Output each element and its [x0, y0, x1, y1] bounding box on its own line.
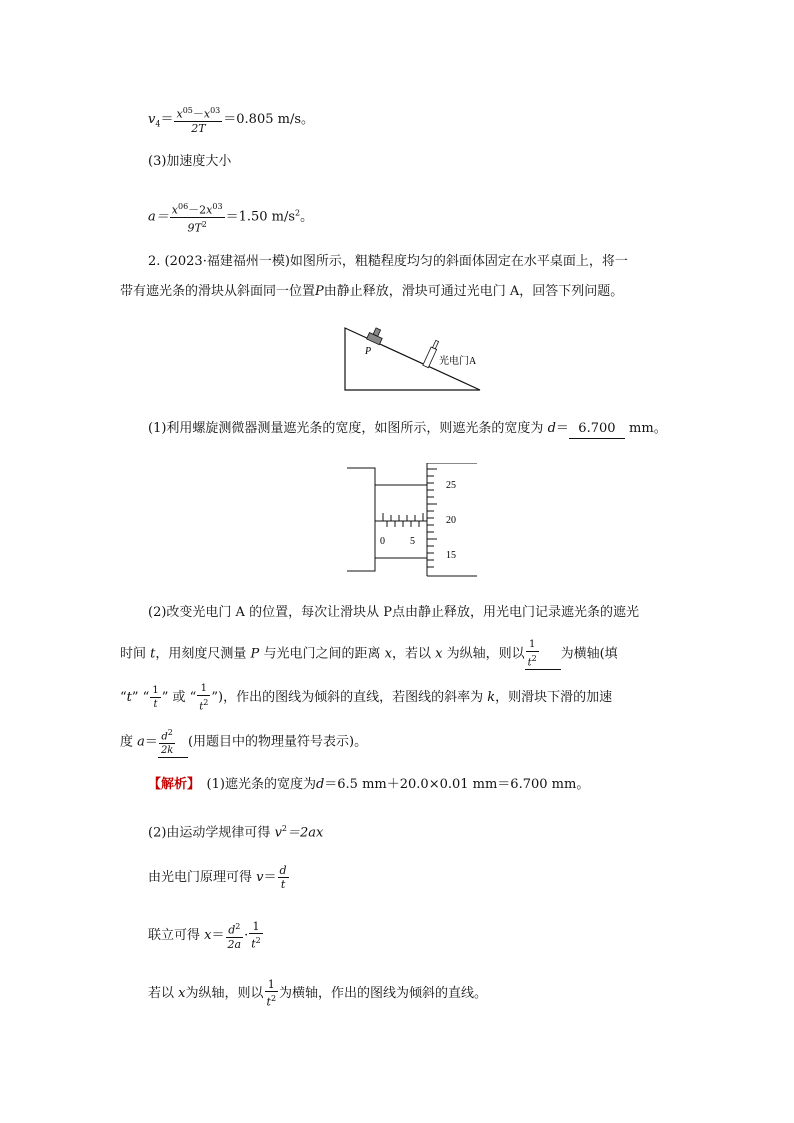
solution-s4: 联立可得 — [148, 927, 201, 943]
q2-2-l3-e: ，则滑块下滑的加速 — [495, 690, 613, 706]
q2-line2-p: P — [315, 284, 324, 299]
solution-s2-sup: 2 — [281, 824, 288, 833]
solution-s3-eq: ＝ — [263, 870, 277, 885]
q2-2-a-num-sup: 2 — [167, 728, 173, 737]
solution-s5-num: 1 — [267, 978, 275, 991]
q2-2-f2-den-sup: 2 — [203, 698, 209, 707]
q2-2-a-num: d — [161, 731, 168, 743]
q2-1-unit: mm。 — [629, 421, 667, 436]
equation-v4: $v_4=$ $\frac{x^{05}-x^{03}}{2T}$ ＝0.805 m/s。 — [148, 106, 315, 135]
q2-1-eq: ＝ — [555, 421, 569, 436]
q2-2-l2-d: ，若以 — [391, 646, 431, 662]
q2-line2-b: 由静止释放，滑块可通过光电门 A，回答下列问题。 — [323, 284, 624, 299]
q2-line2-a: 带有遮光条的滑块从斜面同一位置 — [120, 284, 316, 299]
solution-line3 — [148, 864, 290, 891]
q2-2-l4-var: a — [137, 734, 145, 750]
solution-tag: 【解析】 — [148, 777, 194, 792]
q2-line2 — [120, 283, 623, 301]
eq-v4-lhs: v — [148, 111, 156, 127]
q2-2-l2-x: x — [384, 646, 392, 662]
q2-2-option-1-over-t2 — [197, 682, 210, 713]
eq-a-num-b: x — [206, 203, 213, 217]
eq-a-num-op: －2 — [188, 203, 207, 217]
q2-2-f1-den: t — [150, 697, 160, 711]
q2-2-l3-d: ”)，作出的图线为倾斜的直线，若图线的斜率为 — [211, 690, 484, 706]
q2-2-line2 — [120, 638, 618, 670]
solution-s4-den2: t — [251, 937, 256, 951]
photogate — [423, 340, 440, 368]
solution-line4 — [148, 920, 264, 951]
eq-a-rhs-sup: 2 — [295, 208, 301, 218]
q2-2-l4-eq: ＝ — [144, 734, 158, 750]
q2-2-l2-e: 为纵轴，则以 — [446, 646, 525, 662]
slider-block — [367, 326, 386, 345]
eq-a-den-sup: 2 — [201, 219, 207, 229]
q2-2-l2-t: t — [150, 646, 156, 662]
q2-2-l4-a: 度 — [120, 734, 134, 750]
q2-2-ans-num: 1 — [528, 639, 536, 650]
equation-a — [148, 200, 313, 234]
sleeve-label-5: 5 — [410, 536, 415, 547]
solution-s5-b: 为纵轴，则以 — [185, 985, 264, 1001]
eq-v4-num-a: x — [176, 107, 183, 121]
q2-2-l3-c: ” 或 “ — [161, 690, 197, 706]
solution-s3: 由光电门原理可得 — [148, 870, 253, 885]
incline-label-gate: 光电门A — [439, 356, 477, 367]
solution-s4-eq: ＝ — [211, 927, 225, 943]
q2-2-l3-b: ” “ — [131, 690, 150, 706]
thimble-scale — [427, 469, 437, 567]
q2-2-l2-p: P — [250, 646, 260, 662]
q2-2-f2-num: 1 — [200, 683, 208, 694]
eq-v4-num-a-sup: 05 — [182, 106, 193, 115]
q2-2-l3-a: “ — [120, 690, 127, 706]
part3-heading: (3)加速度大小 — [148, 154, 232, 169]
q2-2-line4 — [120, 726, 367, 758]
q2-2-f1-num: 1 — [152, 685, 159, 697]
eq-v4-num-op: － — [192, 107, 204, 121]
solution-s4-den2-sup: 2 — [255, 936, 261, 945]
q2-2-l2-f: 为横轴(填 — [560, 646, 618, 662]
solution-s3-v: v — [256, 870, 264, 885]
q2-1-answer — [569, 420, 625, 439]
q2-2-answer-fraction — [526, 638, 539, 669]
eq-v4-lhs-sub: 4 — [155, 119, 161, 129]
q2-1-var: d — [547, 421, 556, 436]
q2-1-line — [148, 420, 667, 439]
sleeve-label-0: 0 — [380, 536, 385, 547]
solution-s5-a: 若以 — [148, 985, 175, 1001]
thimble-label-15: 15 — [446, 550, 456, 561]
solution-s4-fraction-1 — [226, 920, 244, 951]
q2-2-option-1-over-t — [150, 684, 160, 711]
eq-a-rhs-end: 。 — [300, 209, 314, 225]
thimble-label-25: 25 — [446, 480, 456, 491]
eq-v4-num-b: x — [203, 107, 211, 121]
solution-s4-dot: · — [244, 927, 249, 943]
solution-s4-den: 2a — [227, 937, 242, 951]
eq-a-num-a: x — [171, 203, 178, 217]
eq-a-fraction — [170, 200, 225, 234]
eq-v4-rhs: ＝0.805 m/s。 — [223, 111, 315, 127]
eq-v4-den: 2T — [174, 121, 222, 135]
eq-a-num-b-sup: 03 — [212, 202, 223, 211]
q2-2-l4-b: (用题目中的物理量符号表示)。 — [187, 734, 368, 750]
eq-a-rhs: ＝1.50 m/s — [225, 209, 296, 225]
q2-1-text: (1)利用螺旋测微器测量遮光条的宽度，如图所示，则遮光条的宽度为 — [148, 421, 544, 436]
solution-s5-fraction — [265, 978, 279, 1009]
q2-2-l2-a: 时间 — [120, 646, 147, 662]
q2-2-l3-k: k — [487, 690, 496, 706]
solution-s4-num2: 1 — [252, 920, 260, 933]
q2-2-answer-axis — [525, 638, 561, 670]
q2-2-l2-c: 与光电门之间的距离 — [263, 646, 381, 662]
solution-s4-num: d — [228, 923, 236, 937]
solution-s1-var: d — [315, 777, 325, 792]
solution-s5-c: 为横轴，作出的图线为倾斜的直线。 — [279, 985, 488, 1001]
q2-2-f2-den: t — [199, 701, 204, 713]
q2-2-line3 — [120, 682, 612, 713]
q2-line1: 2. (2023·福建福州一模)如图所示，粗糙程度均匀的斜面体固定在水平桌面上，将一 — [148, 254, 628, 269]
eq-v4-fraction — [174, 104, 222, 135]
eq-v4-num-b-sup: 03 — [210, 106, 221, 115]
solution-s4-x: x — [204, 927, 212, 943]
q2-1-answer-text: 6.700 — [578, 421, 616, 436]
q2-2-l2-b: ，用刻度尺测量 — [155, 646, 247, 662]
q2-2-answer-accel — [158, 726, 188, 758]
solution-s4-num-sup: 2 — [235, 922, 241, 931]
solution-s3-den: t — [278, 877, 289, 891]
solution-line1 — [148, 776, 589, 794]
solution-s5-x: x — [178, 985, 186, 1001]
q2-2-l2-x2: x — [435, 646, 443, 662]
solution-s1-b: ＝6.5 mm＋20.0×0.01 mm＝6.700 mm。 — [324, 777, 590, 792]
solution-s2: (2)由运动学规律可得 — [148, 825, 271, 841]
solution-s5-den: t — [266, 995, 271, 1009]
solution-s2-v: v — [274, 825, 282, 841]
incline-label-p: P — [365, 346, 372, 357]
q2-2-ans-den-sup: 2 — [531, 654, 537, 663]
sleeve-scale — [383, 513, 423, 527]
eq-a-den: 9T — [187, 221, 202, 235]
solution-line2 — [148, 820, 323, 842]
solution-s1-a: (1)遮光条的宽度为 — [206, 777, 316, 792]
eq-a-lhs: a＝ — [148, 209, 169, 225]
solution-s2-rest: ＝2ax — [287, 825, 324, 841]
solution-line5 — [148, 978, 487, 1009]
solution-s3-num: d — [279, 864, 287, 877]
q2-2-line1: (2)改变光电门 A 的位置，每次让滑块从 P点由静止释放，用光电门记录遮光条的遮光 — [148, 605, 639, 620]
q2-2-ans-den: t — [527, 657, 532, 669]
micrometer-figure — [345, 463, 480, 578]
solution-s3-fraction — [278, 864, 289, 891]
eq-a-num-a-sup: 06 — [177, 202, 189, 211]
q2-2-accel-fraction — [159, 726, 175, 757]
q2-2-a-den: 2k — [160, 745, 174, 757]
q2-2-l3-t: t — [126, 690, 132, 706]
incline-figure — [340, 320, 485, 392]
thimble-label-20: 20 — [446, 515, 456, 526]
solution-s5-den-sup: 2 — [270, 994, 277, 1003]
solution-s4-fraction-2 — [249, 920, 263, 951]
